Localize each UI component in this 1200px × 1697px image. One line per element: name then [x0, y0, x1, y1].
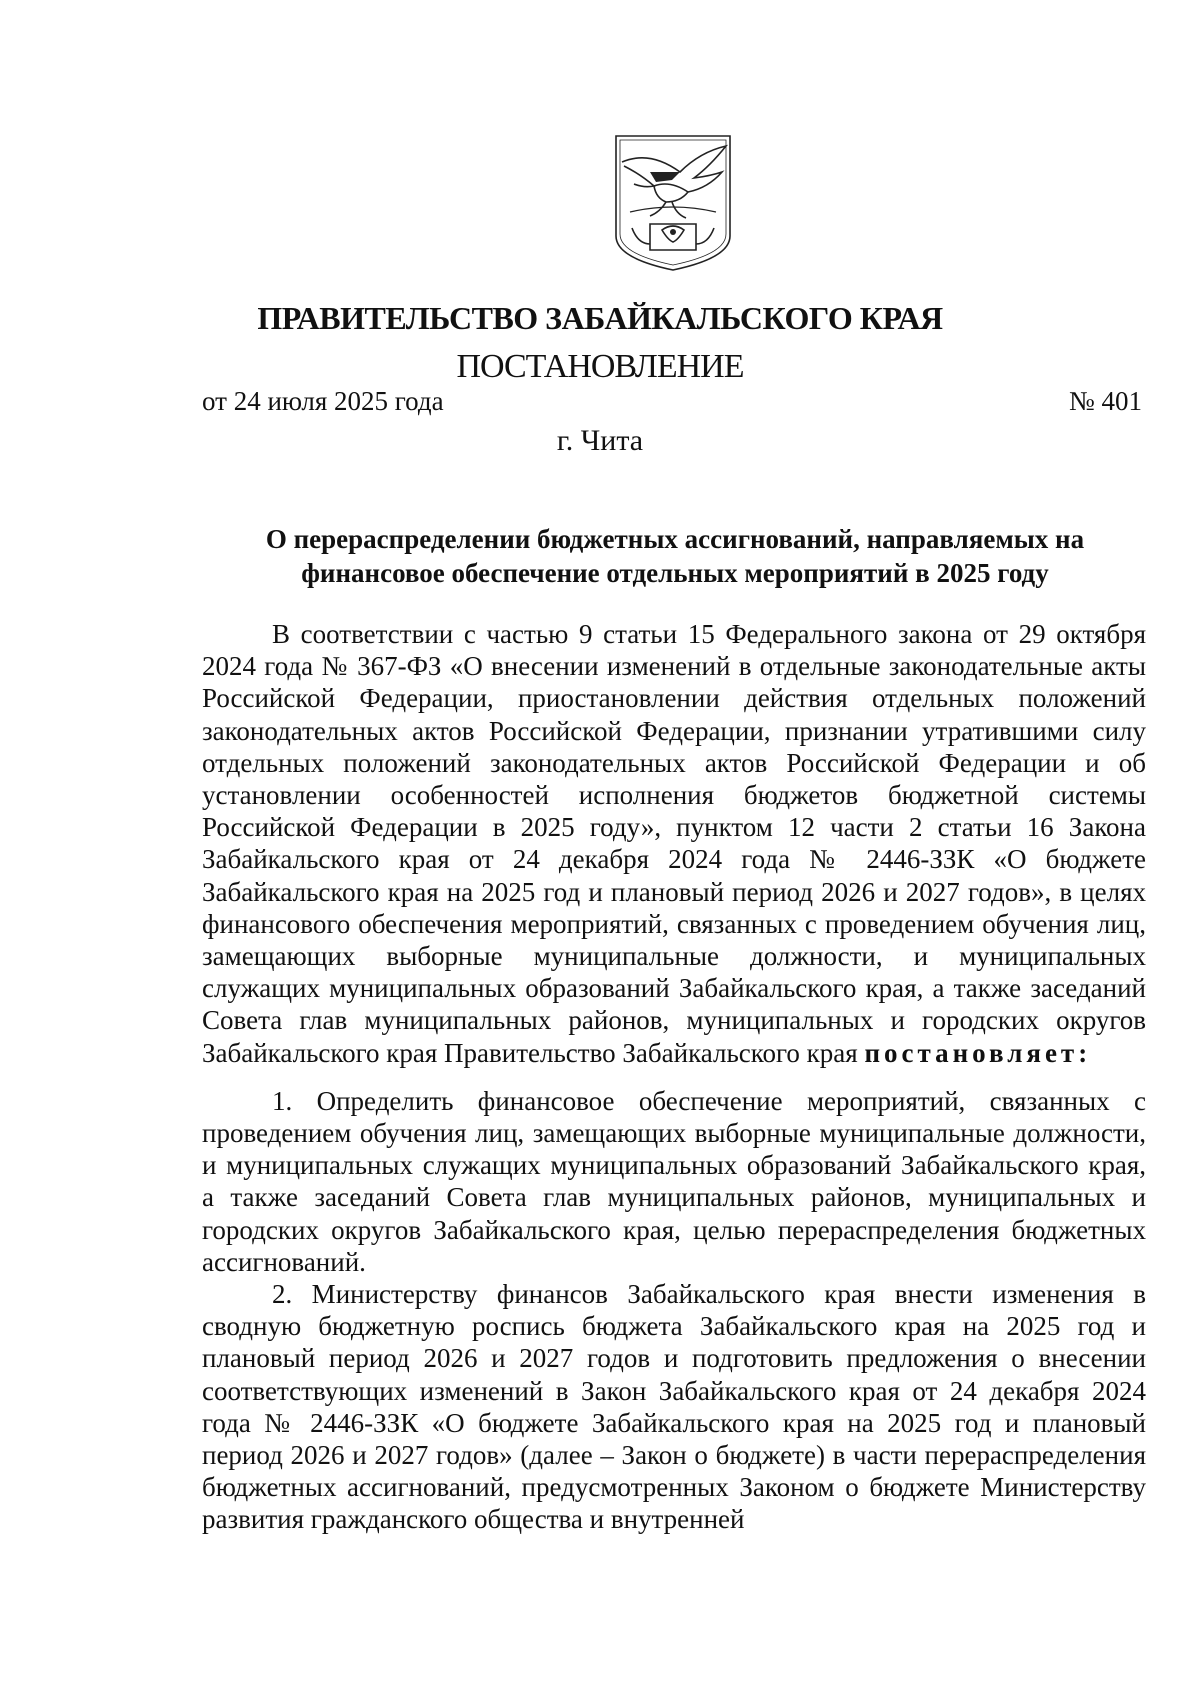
document-number: № 401: [1068, 386, 1142, 416]
item-2-paragraph: 2. Министерству финансов Забайкальского края внести изменения в сводную бюджетную роспись бюджета Забайкальского края на 2025 год и плановый период 2026 и 2027 годов и подготовить предложения о внесении соответствующих изменений в Закон Забайкальского края от 24 декабря 2024 года № 2446-ЗЗК «О бюджете Забайкальского края на 2025 год и плановый период 2026 и 2027 годов» (далее – Закон о бюджете) в части перераспределения бюджетных ассигнований, предусмотренных Законом о бюджете Министерству развития гражданского общества и внутренней: [202, 1279, 1146, 1535]
preamble-text: В соответствии с частью 9 статьи 15 Федерального закона от 29 октября 2024 года № 367-ФЗ «О внесении изменений в отдельные законодательные акты Российской Федерации, приостановлении действия отдельных положений законодательных актов Российской Федерации, признании утратившими силу отдельных положений законодательных актов Российской Федерации и об установлении особенностей исполнения бюджетов бюджетной системы Российской Федерации в 2025 году», пунктом 12 части 2 статьи 16 Закона Забайкальского края от 24 декабря 2024 года № 2446-ЗЗК «О бюджете Забайкальского края на 2025 год и плановый период 2026 и 2027 годов», в целях финансового обеспечения мероприятий, связанных с проведением обучения лиц, замещающих выборные муниципальные должности, и муниципальных служащих муниципальных образований Забайкальского края, а также заседаний Совета глав муниципальных районов, муниципальных и городских округов Забайкальского края Правительство Забайкальского края: [202, 619, 1146, 1068]
item-1-paragraph: 1. Определить финансовое обеспечение мероприятий, связанных с проведением обучения лиц, замещающих выборные муниципальные должности, и муниципальных служащих муниципальных образований Забайкальского края, а также заседаний Совета глав муниципальных районов, муниципальных и городских округов Забайкальского края, целью перераспределения бюджетных ассигнований.: [202, 1085, 1146, 1277]
title-line-1: О перераспределении бюджетных ассигнований, направляемых на: [265, 524, 1085, 554]
document-body: [202, 618, 1146, 1536]
document-title: [200, 522, 1150, 590]
document-date: от 24 июля 2025 года: [202, 386, 444, 416]
title-line-2: финансовое обеспечение отдельных мероприятий в 2025 году: [301, 558, 1049, 588]
preamble-paragraph: [202, 618, 1146, 1069]
document-type: ПОСТАНОВЛЕНИЕ: [456, 348, 744, 385]
document-city: г. Чита: [556, 424, 644, 457]
coat-of-arms-emblem: [610, 132, 736, 272]
organization-name: ПРАВИТЕЛЬСТВО ЗАБАЙКАЛЬСКОГО КРАЯ: [257, 300, 943, 336]
decree-word: постановляет:: [864, 1037, 1092, 1068]
